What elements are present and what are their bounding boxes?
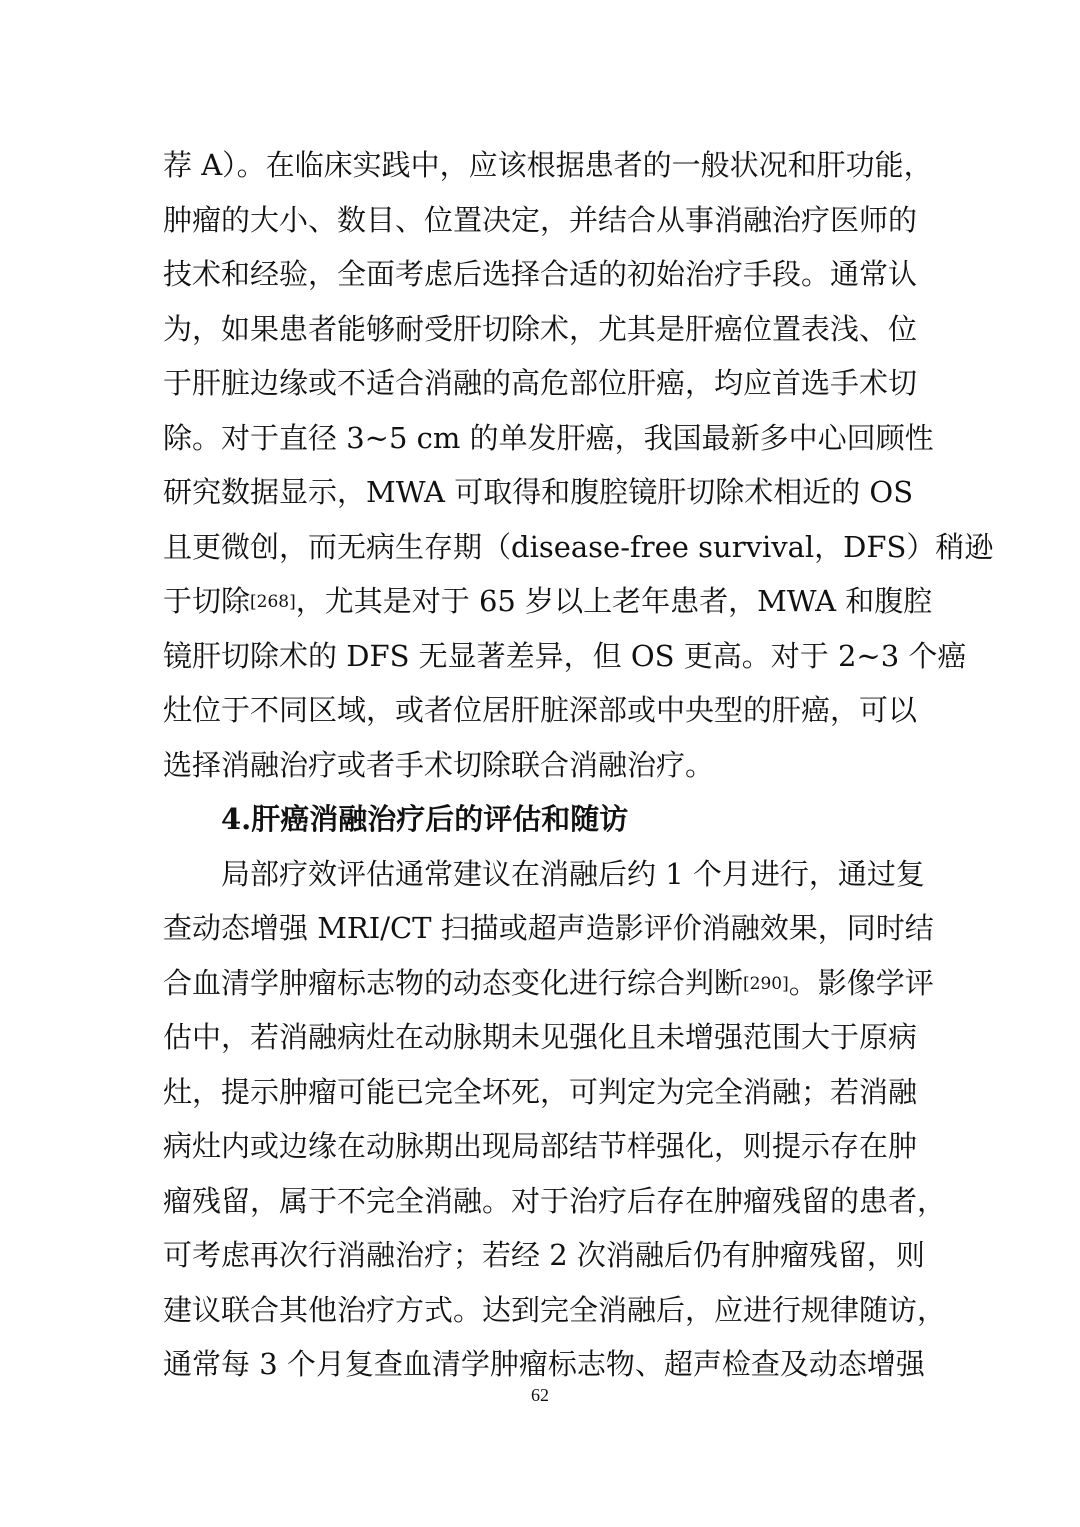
document-page [163,138,994,1392]
text-line: 可考虑再次行消融治疗；若经 2 次消融后仍有肿瘤残留，则 [163,1238,925,1272]
text-line: 荐 A）。在临床实践中，应该根据患者的一般状况和肝功能， [163,148,933,182]
text-line: 为，如果患者能够耐受肝切除术，尤其是肝癌位置表浅、位 [163,311,918,346]
paragraph-ablation-vs-resection [163,138,994,792]
text-line: 除。对于直径 3~5 cm 的单发肝癌，我国最新多中心回顾性 [163,420,934,455]
text-line: 且更微创，而无病生存期（disease-free survival，DFS）稍逊 [163,529,994,564]
text-line: 瘤残留，属于不完全消融。对于治疗后存在肿瘤残留的患者， [163,1183,947,1218]
text-line: 通常每 3 个月复查血清学肿瘤标志物、超声检查及动态增强 [163,1347,925,1381]
paragraph-post-ablation-evaluation [163,847,947,1392]
text-line: 镜肝切除术的 DFS 无显著差异，但 OS 更高。对于 2~3 个癌 [163,638,967,673]
text-line: 研究数据显示，MWA 可取得和腹腔镜肝切除术相近的 OS [163,475,914,509]
text-line: 局部疗效评估通常建议在消融后约 1 个月进行，通过复 [221,856,925,891]
text-line: 选择消融治疗或者手术切除联合消融治疗。 [163,747,715,782]
text-line: 建议联合其他治疗方式。达到完全消融后，应进行规律随访， [163,1292,947,1327]
page-number: 62 [531,1385,549,1405]
text-line: 肿瘤的大小、数目、位置决定，并结合从事消融治疗医师的 [163,202,918,237]
text-line: 于肝脏边缘或不适合消融的高危部位肝癌，均应首选手术切 [163,366,918,400]
text-line: 合血清学肿瘤标志物的动态变化进行综合判断 [290] 。影像学评 [163,965,934,1000]
text-line: 查动态增强 MRI/CT 扫描或超声造影评价消融效果，同时结 [163,911,934,945]
text-line: 估中，若消融病灶在动脉期未见强化且未增强范围大于原病 [163,1020,918,1054]
text-line: 病灶内或边缘在动脉期出现局部结节样强化，则提示存在肿 [163,1129,918,1163]
section-heading: 4.肝癌消融治疗后的评估和随访 [221,802,629,836]
text-line: 技术和经验，全面考虑后选择合适的初始治疗手段。通常认 [163,257,918,291]
text-line: 灶位于不同区域，或者位居肝脏深部或中央型的肝癌，可以 [163,693,918,727]
text-line: 灶，提示肿瘤可能已完全坏死，可判定为完全消融；若消融 [163,1074,918,1109]
text-line: 于切除 [268] ，尤其是对于 65 岁以上老年患者，MWA 和腹腔 [163,584,933,618]
